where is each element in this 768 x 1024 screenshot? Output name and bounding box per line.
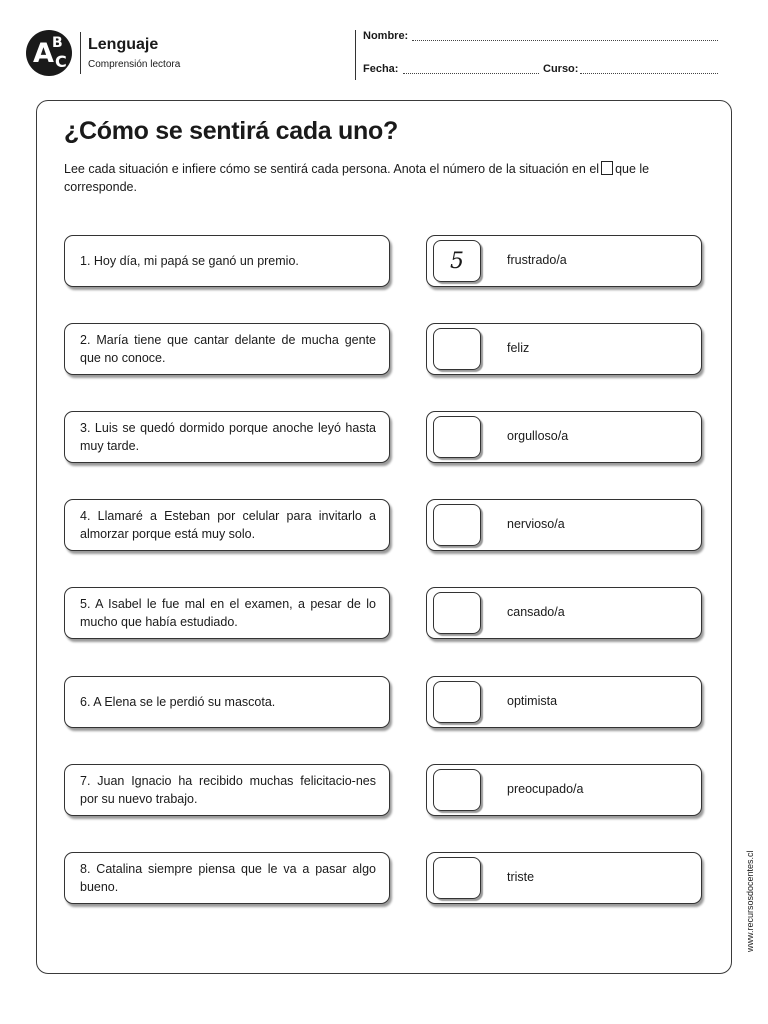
feeling-label: triste	[507, 870, 535, 884]
feeling-card	[426, 764, 702, 816]
situation-text: 2. María tiene que cantar delante de mucha gente que no conoce.	[80, 333, 376, 365]
header-divider	[80, 32, 81, 74]
nombre-field[interactable]	[412, 40, 718, 41]
fields-divider	[355, 30, 356, 80]
answer-box[interactable]	[433, 592, 481, 634]
answer-box-sample-icon	[601, 161, 613, 175]
instructions-text-end: que le corresponde.	[64, 162, 650, 194]
abc-logo	[26, 30, 72, 76]
feeling-label: cansado/a	[507, 605, 565, 619]
answer-box[interactable]	[433, 857, 481, 899]
feeling-label: optimista	[507, 694, 558, 708]
situation-card	[64, 852, 390, 904]
situation-text: 8. Catalina siempre piensa que le va a pasar algo bueno.	[80, 862, 376, 894]
fecha-field[interactable]	[403, 73, 539, 74]
feeling-card	[426, 587, 702, 639]
feeling-card	[426, 323, 702, 375]
situation-text: 1. Hoy día, mi papá se ganó un premio.	[80, 254, 299, 268]
situation-card	[64, 323, 390, 375]
situation-text: 7. Juan Ignacio ha recibido muchas felicitacio-nes por su nuevo trabajo.	[80, 774, 376, 806]
situation-text: 4. Llamaré a Esteban por celular para invitarlo a almorzar porque está muy solo.	[80, 509, 376, 541]
fecha-label: Fecha:	[363, 63, 399, 75]
situation-card	[64, 587, 390, 639]
feeling-card	[426, 499, 702, 551]
instructions	[64, 160, 714, 196]
feeling-card	[426, 235, 702, 287]
situation-text: 3. Luis se quedó dormido porque anoche leyó hasta muy tarde.	[80, 421, 376, 453]
feeling-label: nervioso/a	[507, 517, 565, 531]
curso-field[interactable]	[580, 73, 718, 74]
website-credit: www.recursosdocentes.cl	[745, 850, 755, 952]
answer-box[interactable]	[433, 769, 481, 811]
situation-text: 6. A Elena se le perdió su mascota.	[80, 695, 276, 709]
answer-box[interactable]	[433, 504, 481, 546]
feeling-card	[426, 676, 702, 728]
worksheet-title: ¿Cómo se sentirá cada uno?	[64, 117, 398, 145]
logo-letter-c: C	[55, 52, 67, 71]
feeling-card	[426, 852, 702, 904]
curso-label: Curso:	[543, 63, 579, 75]
logo-letter-b: B	[52, 35, 63, 51]
feeling-label: frustrado/a	[507, 253, 567, 267]
answer-box[interactable]: 5	[433, 240, 481, 282]
situation-text: 5. A Isabel le fue mal en el examen, a pesar de lo mucho que había estudiado.	[80, 597, 376, 629]
feeling-label: orgulloso/a	[507, 429, 569, 443]
subject-title: Lenguaje	[88, 36, 159, 53]
situation-card	[64, 411, 390, 463]
situation-card	[64, 676, 390, 728]
logo-letter-a: A	[33, 38, 54, 69]
answer-box[interactable]	[433, 681, 481, 723]
situation-card	[64, 499, 390, 551]
feeling-label: feliz	[507, 341, 530, 355]
answer-box[interactable]	[433, 328, 481, 370]
subject-subtitle: Comprensión lectora	[88, 59, 181, 70]
nombre-label: Nombre:	[363, 30, 409, 42]
feeling-label: preocupado/a	[507, 782, 584, 796]
answer-box[interactable]	[433, 416, 481, 458]
situation-card	[64, 235, 390, 287]
instructions-text-start: Lee cada situación e infiere cómo se sentirá cada persona. Anota el número de la situación en el	[64, 162, 600, 176]
feeling-card	[426, 411, 702, 463]
situation-card	[64, 764, 390, 816]
